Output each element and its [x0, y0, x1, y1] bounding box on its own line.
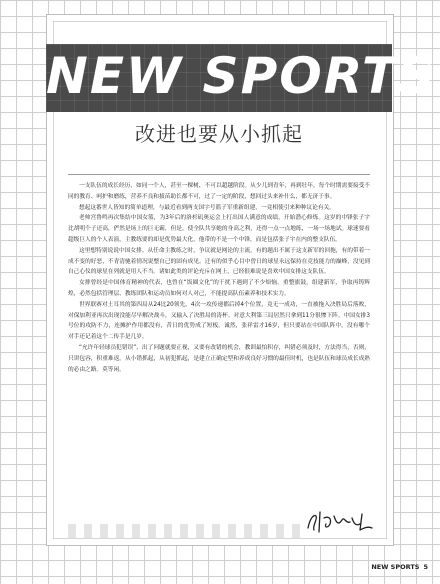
title-divider — [68, 174, 370, 175]
banner — [46, 44, 437, 112]
paragraph: 世界联赛对土耳其的第四局从24比20领先，4次一攻传递都后掉4个位置，竟无一成功，一直被拖入决胜局后落败，对保加利亚再次出现没能尽早解决战斗，又输入了决胜局的涛杯。对意大利第三局居然只拿到11分很惨下阵。中国女排3号位的攻防不力，连摊护作用都没有，昔日的优势成了短板。诚然，张祥雷才16岁，但只要站在中国队阵中，没有哪个对手还记着这个二传手是几岁。 — [68, 301, 370, 341]
paragraph: “允许年轻球员犯错误”，出了问题就要正视，又要有改错的机会，教训最怕积存，纠错必须及时，方法得当，否则，只讲包容，积重难返。从小错抓起，从初犯抓起，是建立正确定型和养成良好习惯的最佳时机，也是队伍和球员成长成熟的必由之路。莫等闲。 — [68, 344, 370, 373]
page-number: 5 — [423, 563, 428, 571]
page-footer — [371, 563, 428, 571]
paragraph: 一支队伍的成长经历，如同一个人，甚至一棵树，不可以超越阶段。从少儿到青年，再到壮年，每个时期需要接受不同的教育、呵护和磨练，营养不良和拔苗助长都不可，过了一定的阶段，想回过头来补什么，都无济于事。 — [68, 183, 370, 200]
paragraph: 老帅宫鲁鸣再次集结中国女篮，为3年后的洛杉矶奥运会上打出国人满意的成绩，开始潜心修炼。这岁的中锋张子宇比胡明个子还高，俨然是场上的巨无霸，但是，使全队共享她的身高之利，还得一点一点地练，一场一场地试。球迷要看超级巨人的个人表演，主教练要的却是优势最大化，他带的不是一个中锋，而是包括张子宇在内的整支队伍。 — [68, 215, 370, 243]
article-title: 改进也要从小抓起 — [135, 122, 303, 146]
paragraph: 这里想特别说说中国女排。从任命主教练之时，争议就是网论的主流。有的题出不属于这支新军的回拖，有的带着一成不变的好恶，不青清驰着情况说整自己的固有成见。迁有的似乎心目中曾日的球星永远保持在竞技能力的巅峰，没见到自己心仪的球星在列就是用人不当。诸如此类的评论充斥在网上，已经很难说是喜欢中国女排这支队伍。 — [68, 247, 370, 276]
paragraph: 想起这番世人皆知的简单道理，与最近看到两支国字号篮子军重新组建，一竟相使引来种种议论有关。 — [79, 204, 335, 211]
paragraph: 女排曾经是中国体育精神的代表，也曾在“饭圈文化”的干扰下遇到了不少烦恼。重整旗鼓，组建新军，争取再铸辉煌，必然包括管理层、教练团队和运动员如何对人对己，不能提高队伍素养和技术实力。 — [68, 280, 370, 297]
footer-magazine-name: NEW SPORTS — [371, 563, 420, 571]
banner-title: NEW SPORTS — [46, 47, 437, 105]
article-body — [68, 181, 370, 375]
author-signature — [302, 506, 380, 536]
decorative-strip — [68, 524, 300, 538]
